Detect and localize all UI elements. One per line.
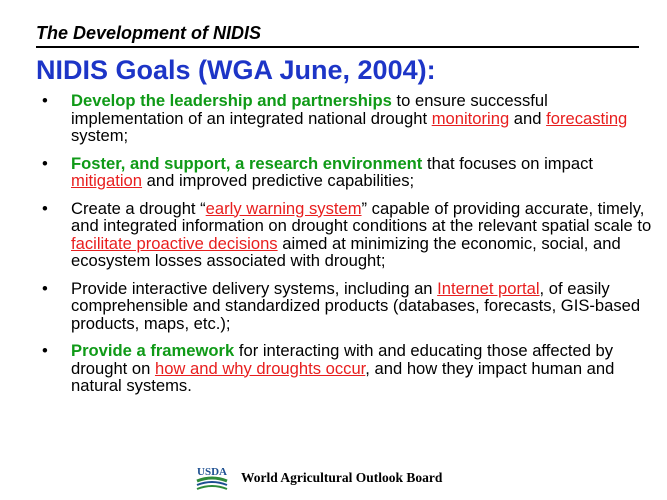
bullet-icon: • [42, 198, 48, 218]
goal-item [38, 200, 658, 270]
bullet-icon: • [42, 341, 48, 360]
bullet-icon: • [42, 91, 48, 110]
emphasis-text: Develop the leadership and partnerships [71, 91, 392, 110]
goal-item [38, 92, 658, 145]
goal-item [38, 342, 658, 395]
goal-item [38, 155, 658, 190]
body-text: for interacting with and educating those affected by drought on [71, 341, 614, 378]
hyperlink[interactable]: early warning system [205, 198, 362, 218]
section-header: The Development of NIDIS [36, 20, 639, 48]
emphasis-text: Foster, and support, a research environment [71, 153, 423, 173]
body-text: , and how they impact human and natural systems. [71, 358, 615, 395]
body-text: and improved predictive capabilities; [142, 171, 415, 190]
usda-logo-icon [195, 464, 229, 492]
usda-logo-text: USDA [197, 466, 227, 478]
body-text: aimed at minimizing the economic, social, and ecosystem losses associated with drought; [71, 233, 621, 270]
emphasis-text: Provide a framework [71, 341, 235, 360]
hyperlink[interactable]: facilitate proactive decisions [71, 233, 278, 253]
body-text: Provide interactive delivery systems, including an [71, 278, 438, 298]
goals-list [38, 92, 658, 405]
body-text: that focuses on impact [422, 153, 593, 173]
body-text: system; [71, 126, 129, 145]
body-text: ” capable of providing accurate, timely, and integrated information on drought conditions at the relevant spatial scale to [71, 198, 652, 235]
body-text: , of easily comprehensible and standardized products (databases, forecasts, GIS-based products, maps, etc.); [71, 278, 641, 333]
hyperlink[interactable]: mitigation [71, 171, 143, 190]
bullet-icon: • [42, 278, 48, 298]
bullet-icon: • [42, 153, 48, 173]
hyperlink[interactable]: forecasting [546, 108, 628, 128]
page-title: NIDIS Goals (WGA June, 2004): [36, 55, 436, 85]
hyperlink[interactable]: monitoring [431, 108, 510, 128]
body-text: Create a drought “ [71, 198, 206, 218]
organization-name: World Agricultural Outlook Board [241, 470, 443, 485]
body-text: and [509, 108, 547, 128]
hyperlink[interactable]: Internet portal [437, 278, 540, 298]
footer [195, 464, 442, 492]
goal-item [38, 280, 658, 333]
hyperlink[interactable]: how and why droughts occur [154, 358, 366, 378]
body-text: to ensure successful implementation of an integrated national drought [71, 91, 548, 128]
